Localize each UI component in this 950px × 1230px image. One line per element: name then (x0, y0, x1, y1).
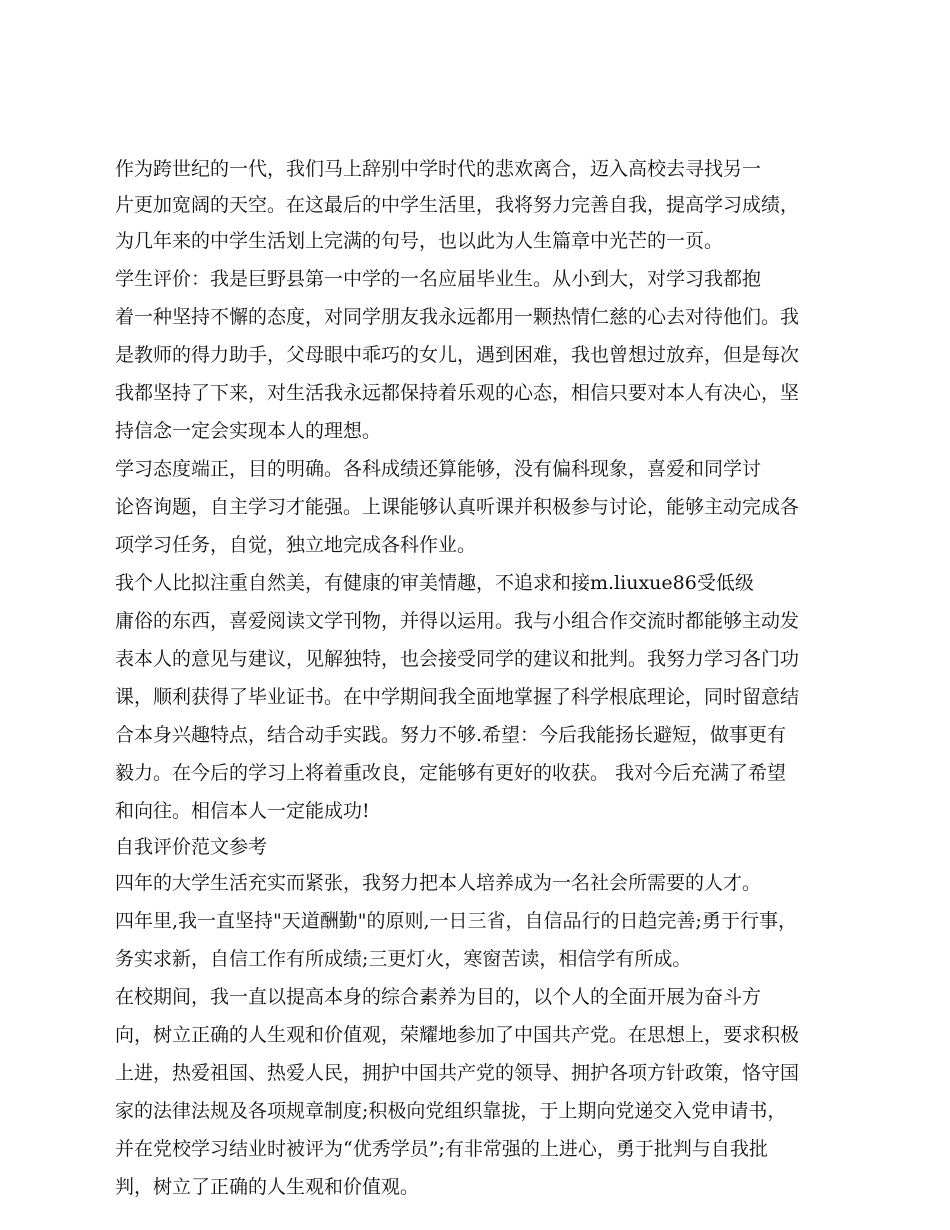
text-line: 四年的大学生活充实而紧张，我努力把本人培养成为一名社会所需要的人才。 (115, 872, 762, 894)
text-line: 学习态度端正，目的明确。各科成绩还算能够，没有偏科现象，喜爱和同学讨 (115, 458, 762, 480)
text-line: 自我评价范文参考 (115, 836, 268, 858)
text-line: 和向往。相信本人一定能成功! (115, 800, 370, 822)
text-line: 毅力。在今后的学习上将着重改良，定能够有更好的收获。 我对今后充满了希望 (115, 762, 787, 784)
text-line: 项学习任务，自觉，独立地完成各科作业。 (115, 534, 477, 556)
text-line: 庸俗的东西，喜爱阅读文学刊物，并得以运用。我与小组合作交流时都能够主动发 (115, 610, 800, 632)
text-line: 家的法律法规及各项规章制度;积极向党组织靠拢，于上期向党递交入党申请书， (115, 1100, 787, 1122)
text-line: 着一种坚持不懈的态度，对同学朋友我永远都用一颗热情仁慈的心去对待他们。我 (115, 306, 800, 328)
text-line: 论咨询题，自主学习才能强。上课能够认真听课并积极参与讨论，能够主动完成各 (115, 496, 800, 518)
text-line: 向，树立正确的人生观和价值观，荣耀地参加了中国共产党。在思想上，要求积极 (115, 1024, 800, 1046)
text-line: 我都坚持了下来，对生活我永远都保持着乐观的心态，相信只要对本人有决心，坚 (115, 382, 800, 404)
text-line: 判，树立了正确的人生观和价值观。 (115, 1176, 420, 1198)
text-line: 我个人比拟注重自然美，有健康的审美情趣，不追求和接m.liuxue86受低级 (115, 572, 754, 594)
text-line: 合本身兴趣特点，结合动手实践。努力不够.希望：今后我能扬长避短，做事更有 (115, 724, 787, 746)
text-line: 在校期间，我一直以提高本身的综合素养为目的，以个人的全面开展为奋斗方 (115, 986, 762, 1008)
text-line: 片更加宽阔的天空。在这最后的中学生活里，我将努力完善自我，提高学习成绩， (115, 194, 800, 216)
text-line: 为几年来的中学生活划上完满的句号，也以此为人生篇章中光芒的一页。 (115, 230, 724, 252)
text-line: 上进，热爱祖国、热爱人民，拥护中国共产党的领导、拥护各项方针政策，恪守国 (115, 1062, 800, 1084)
text-line: 作为跨世纪的一代，我们马上辞别中学时代的悲欢离合，迈入高校去寻找另一 (115, 158, 762, 180)
text-line: 务实求新，自信工作有所成绩;三更灯火，寒窗苦读，相信学有所成。 (115, 948, 692, 970)
text-line: 四年里,我一直坚持"天道酬勤"的原则,一日三省，自信品行的日趋完善;勇于行事， (115, 910, 797, 932)
text-line: 学生评价：我是巨野县第一中学的一名应届毕业生。从小到大，对学习我都抱 (115, 268, 762, 290)
text-line: 是教师的得力助手，父母眼中乖巧的女儿，遇到困难，我也曾想过放弃，但是每次 (115, 344, 800, 366)
text-line: 持信念一定会实现本人的理想。 (115, 420, 382, 442)
text-line: 表本人的意见与建议，见解独特，也会接受同学的建议和批判。我努力学习各门功 (115, 648, 800, 670)
text-line: 课，顺利获得了毕业证书。在中学期间我全面地掌握了科学根底理论，同时留意结 (115, 686, 800, 708)
text-line: 并在党校学习结业时被评为“优秀学员”;有非常强的上进心，勇于批判与自我批 (115, 1138, 768, 1160)
